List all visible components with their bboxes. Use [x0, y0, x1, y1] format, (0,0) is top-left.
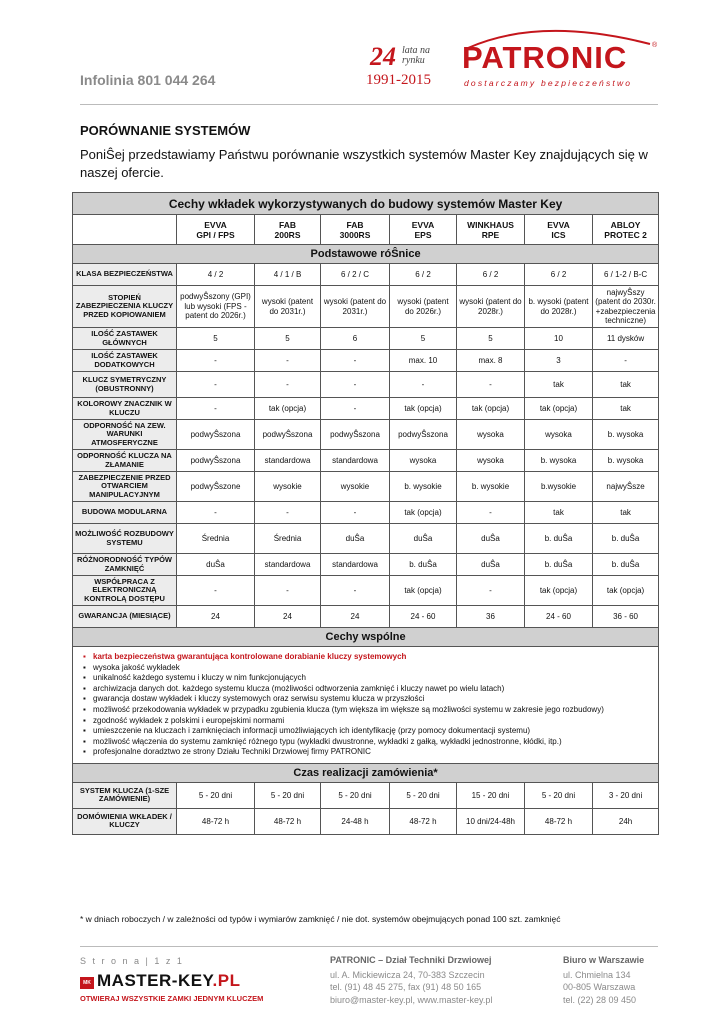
table-row — [73, 372, 659, 398]
common-section-title: Cechy wspólne — [73, 628, 659, 647]
table-row — [73, 350, 659, 372]
row-label: KLUCZ SYMETRYCZNY (OBUSTRONNY) — [73, 372, 177, 398]
table-cell: duŜa — [457, 554, 525, 576]
table-cell: - — [177, 350, 255, 372]
table-cell: 15 - 20 dni — [457, 782, 525, 808]
table-cell: - — [177, 372, 255, 398]
table-cell: tak (opcja) — [525, 398, 593, 420]
table-cell: - — [255, 372, 321, 398]
list-item: ▪ możliwość przekodowania wykładek w przypadku zgubienia klucza (tym większa im większe są możliwości systemu w zakresie jego rozbudowy) — [81, 705, 652, 716]
common-section-row — [73, 628, 659, 647]
table-cell: b. duŜa — [525, 554, 593, 576]
row-label: STOPIEŃ ZABEZPIECZENIA KLUCZY PRZED KOPIOWANIEM — [73, 286, 177, 328]
column-header: EVVA GPI / FPS — [177, 215, 255, 245]
table-cell: tak (opcja) — [593, 576, 659, 606]
page-number: S t r o n a | 1 z 1 — [80, 956, 184, 966]
table-cell: wysokie — [255, 472, 321, 502]
anniversary-years: 1991-2015 — [366, 72, 431, 88]
table-cell: 11 dysków — [593, 328, 659, 350]
row-label: ODPORNOŚĆ NA ZEW. WARUNKI ATMOSFERYCZNE — [73, 420, 177, 450]
row-label: WSPÓŁPRACA Z ELEKTRONICZNĄ KONTROLĄ DOSTĘPU — [73, 576, 177, 606]
table-cell: b. wysokie — [390, 472, 457, 502]
hotline-text: Infolinia 801 044 264 — [80, 72, 216, 88]
table-cell: - — [457, 372, 525, 398]
table-cell: 24-48 h — [321, 808, 390, 834]
table-cell: Średnia — [255, 524, 321, 554]
table-row — [73, 554, 659, 576]
list-item: ▪ unikalność każdego systemu i kluczy w nim funkcjonujących — [81, 673, 652, 684]
table-cell: 48-72 h — [177, 808, 255, 834]
row-label: MOŻLIWOŚĆ ROZBUDOWY SYSTEMU — [73, 524, 177, 554]
table-cell: duŜa — [321, 524, 390, 554]
table-cell: najwyŜsze — [593, 472, 659, 502]
header-divider — [80, 104, 658, 105]
page-header — [0, 0, 725, 110]
basic-section-row — [73, 245, 659, 264]
table-row — [73, 524, 659, 554]
table-cell: - — [457, 576, 525, 606]
row-label: SYSTEM KLUCZA (1-SZE ZAMÓWIENIE) — [73, 782, 177, 808]
table-cell: wysoki (patent do 2031r.) — [321, 286, 390, 328]
table-cell: wysoka — [457, 450, 525, 472]
table-cell: podwyŜszona — [177, 450, 255, 472]
table-cell: Średnia — [177, 524, 255, 554]
table-cell: 36 — [457, 606, 525, 628]
table-cell: - — [593, 350, 659, 372]
table-row — [73, 420, 659, 450]
table-cell: 5 — [177, 328, 255, 350]
table-cell: wysoka — [457, 420, 525, 450]
table-cell: podwyŜszona — [390, 420, 457, 450]
table-main-title: Cechy wkładek wykorzystywanych do budowy systemów Master Key — [73, 193, 659, 215]
table-cell: tak — [593, 372, 659, 398]
table-cell: - — [321, 350, 390, 372]
table-cell: 5 - 20 dni — [255, 782, 321, 808]
anniversary-number: 24 — [370, 42, 396, 71]
footer-contact-warszawa — [563, 954, 644, 1006]
table-cell: 24 — [255, 606, 321, 628]
table-cell: najwyŜszy (patent do 2030r. +zabezpieczenia techniczne) — [593, 286, 659, 328]
common-features-list — [81, 652, 652, 758]
mk-badge-icon: MK — [80, 977, 94, 989]
table-cell: - — [177, 398, 255, 420]
column-header-row — [73, 215, 659, 245]
table-row — [73, 502, 659, 524]
row-label: ILOŚĆ ZASTAWEK GŁÓWNYCH — [73, 328, 177, 350]
table-cell: 48-72 h — [255, 808, 321, 834]
table-row — [73, 450, 659, 472]
brand-logo: PATRONIC — [462, 40, 628, 75]
brand-registered-mark: ® — [652, 42, 658, 49]
table-cell: - — [255, 576, 321, 606]
table-cell: b. wysokie — [457, 472, 525, 502]
table-cell: 3 — [525, 350, 593, 372]
table-cell: - — [255, 350, 321, 372]
table-cell: standardowa — [255, 554, 321, 576]
row-label: BUDOWA MODULARNA — [73, 502, 177, 524]
basic-section-title: Podstawowe róŜnice — [73, 245, 659, 264]
table-cell: 48-72 h — [390, 808, 457, 834]
table-cell: 5 - 20 dni — [390, 782, 457, 808]
footnote: * w dniach roboczych / w zależności od typów i wymiarów zamknięć / nie dot. systemów obejmujących ponad 100 szt. zamknięć — [80, 914, 561, 924]
comparison-table — [72, 192, 659, 835]
table-cell: 10 dni/24-48h — [457, 808, 525, 834]
list-item: ▪ profesjonalne doradztwo ze strony Działu Techniki Drzwiowej firmy PATRONIC — [81, 747, 652, 758]
table-cell: tak (opcja) — [390, 398, 457, 420]
table-cell: 4 / 1 / B — [255, 264, 321, 286]
table-cell: 48-72 h — [525, 808, 593, 834]
table-cell: 4 / 2 — [177, 264, 255, 286]
row-label: ZABEZPIECZENIE PRZED OTWARCIEM MANIPULACYJNYM — [73, 472, 177, 502]
footer-right-line1: ul. Chmielna 134 — [563, 969, 631, 980]
table-cell: 24h — [593, 808, 659, 834]
table-cell: podwyŜszona — [321, 420, 390, 450]
table-cell: - — [321, 576, 390, 606]
table-row — [73, 398, 659, 420]
list-item: ▪ umieszczenie na kluczach i zamknięciach informacji umożliwiających ich identyfikację (przy pomocy dokumentacji systemu) — [81, 726, 652, 737]
anniversary-text: lata na rynku — [402, 45, 431, 66]
table-cell: 3 - 20 dni — [593, 782, 659, 808]
table-cell: 24 — [321, 606, 390, 628]
table-cell: 24 - 60 — [525, 606, 593, 628]
column-header: WINKHAUS RPE — [457, 215, 525, 245]
table-cell: b. wysoka — [593, 420, 659, 450]
table-cell: 36 - 60 — [593, 606, 659, 628]
row-label: KLASA BEZPIECZEŃSTWA — [73, 264, 177, 286]
corner-cell — [73, 215, 177, 245]
table-cell: - — [457, 502, 525, 524]
table-cell: 6 — [321, 328, 390, 350]
table-cell: tak (opcja) — [390, 502, 457, 524]
table-cell: tak — [525, 372, 593, 398]
table-cell: - — [255, 502, 321, 524]
row-label: GWARANCJA (MIESIĄCE) — [73, 606, 177, 628]
table-cell: b. duŜa — [593, 524, 659, 554]
row-label: ILOŚĆ ZASTAWEK DODATKOWYCH — [73, 350, 177, 372]
table-cell: b. duŜa — [525, 524, 593, 554]
table-cell: b.wysokie — [525, 472, 593, 502]
table-cell: wysokie — [321, 472, 390, 502]
table-cell: - — [390, 372, 457, 398]
table-cell: tak (opcja) — [255, 398, 321, 420]
table-cell: duŜa — [177, 554, 255, 576]
row-label: KOLOROWY ZNACZNIK W KLUCZU — [73, 398, 177, 420]
table-title-row — [73, 193, 659, 215]
footer-right-head: Biuro w Warszawie — [563, 955, 645, 965]
table-cell: wysoka — [525, 420, 593, 450]
table-cell: duŜa — [390, 524, 457, 554]
column-header: FAB 3000RS — [321, 215, 390, 245]
table-cell: podwyŜszona — [177, 420, 255, 450]
table-cell: tak (opcja) — [390, 576, 457, 606]
table-cell: tak (opcja) — [525, 576, 593, 606]
table-cell: tak — [593, 502, 659, 524]
footer-mid-line2: tel. (91) 48 45 275, fax (91) 48 50 165 — [330, 982, 482, 992]
table-cell: 24 — [177, 606, 255, 628]
table-cell: 6 / 2 / C — [321, 264, 390, 286]
table-cell: - — [321, 398, 390, 420]
table-row — [73, 782, 659, 808]
table-cell: - — [177, 576, 255, 606]
table-cell: 24 - 60 — [390, 606, 457, 628]
brand-tagline: dostarczamy bezpieczeństwo — [464, 78, 633, 88]
table-cell: 5 — [457, 328, 525, 350]
table-row — [73, 606, 659, 628]
master-key-wordmark: MASTER-KEY.PL — [97, 971, 241, 990]
table-cell: podwyŜszona — [255, 420, 321, 450]
common-features-cell — [73, 647, 659, 764]
column-header: EVVA ICS — [525, 215, 593, 245]
table-cell: 6 / 1-2 / B-C — [593, 264, 659, 286]
row-label: ODPORNOŚĆ KLUCZA NA ZŁAMANIE — [73, 450, 177, 472]
table-row — [73, 472, 659, 502]
column-header: EVVA EPS — [390, 215, 457, 245]
intro-paragraph: PoniŜej przedstawiamy Państwu porównanie wszystkich systemów Master Key znajdujących się w naszej ofercie. — [80, 147, 648, 180]
master-key-slogan: OTWIERAJ WSZYSTKIE ZAMKI JEDNYM KLUCZEM — [80, 994, 264, 1003]
timing-section-row — [73, 763, 659, 782]
table-row — [73, 808, 659, 834]
table-row — [73, 328, 659, 350]
table-cell: 6 / 2 — [525, 264, 593, 286]
table-cell: 6 / 2 — [457, 264, 525, 286]
table-row — [73, 576, 659, 606]
table-cell: b. duŜa — [390, 554, 457, 576]
anniversary-logo — [364, 42, 456, 88]
table-cell: b. duŜa — [593, 554, 659, 576]
table-cell: max. 8 — [457, 350, 525, 372]
table-cell: b. wysoka — [593, 450, 659, 472]
table-cell: 5 - 20 dni — [525, 782, 593, 808]
table-cell: - — [321, 502, 390, 524]
footer-divider — [80, 946, 658, 947]
table-cell: podwyŜszony (GPI) lub wysoki (FPS - patent do 2026r.) — [177, 286, 255, 328]
list-item: ▪ wysoka jakość wykładek — [81, 663, 652, 674]
table-cell: 10 — [525, 328, 593, 350]
table-cell: standardowa — [255, 450, 321, 472]
row-label: DOMÓWIENIA WKŁADEK / KLUCZY — [73, 808, 177, 834]
column-header: ABLOY PROTEC 2 — [593, 215, 659, 245]
row-label: RÓŻNORODNOŚĆ TYPÓW ZAMKNIĘĆ — [73, 554, 177, 576]
column-header: FAB 200RS — [255, 215, 321, 245]
list-item: ▪ karta bezpieczeństwa gwarantująca kontrolowane dorabianie kluczy systemowych — [81, 652, 652, 663]
table-row — [73, 264, 659, 286]
table-cell: 6 / 2 — [390, 264, 457, 286]
list-item: ▪ gwarancja dostaw wykładek i kluczy systemowych oraz serwisu systemu klucza w przyszłości — [81, 694, 652, 705]
table-cell: wysoki (patent do 2028r.) — [457, 286, 525, 328]
footer-contact-szczecin — [330, 954, 492, 1006]
table-cell: b. wysoki (patent do 2028r.) — [525, 286, 593, 328]
table-cell: duŜa — [457, 524, 525, 554]
table-cell: standardowa — [321, 450, 390, 472]
table-cell: 5 - 20 dni — [177, 782, 255, 808]
table-cell: - — [177, 502, 255, 524]
footer-right-line3: tel. (22) 28 09 450 — [563, 994, 637, 1005]
list-item: ▪ archiwizacja danych dot. każdego systemu klucza (możliwości odtworzenia zamknięć i kluczy nawet po wielu latach) — [81, 684, 652, 695]
timing-section-title: Czas realizacji zamówienia* — [73, 763, 659, 782]
table-cell: b. wysoka — [525, 450, 593, 472]
footer-mid-line3[interactable]: biuro@master-key.pl, www.master-key.pl — [330, 994, 493, 1005]
table-cell: wysoki (patent do 2026r.) — [390, 286, 457, 328]
page-title: PORÓWNANIE SYSTEMÓW — [80, 123, 251, 138]
table-cell: tak — [525, 502, 593, 524]
table-cell: 5 — [255, 328, 321, 350]
table-row — [73, 286, 659, 328]
list-item: ▪ możliwość włączenia do systemu zamknięć różnego typu (wykładki dwustronne, wykładki z gałką, wykładki jednostronne, kłódki, itp.) — [81, 737, 652, 748]
table-cell: wysoka — [390, 450, 457, 472]
table-cell: tak (opcja) — [457, 398, 525, 420]
table-cell: max. 10 — [390, 350, 457, 372]
table-cell: wysoki (patent do 2031r.) — [255, 286, 321, 328]
footer-right-line2: 00-805 Warszawa — [563, 982, 636, 992]
table-cell: tak — [593, 398, 659, 420]
table-cell: - — [321, 372, 390, 398]
footer-mid-line1: ul. A. Mickiewicza 24, 70-383 Szczecin — [330, 969, 485, 980]
common-features-row — [73, 647, 659, 764]
table-cell: 5 — [390, 328, 457, 350]
footer-mid-head: PATRONIC – Dział Techniki Drzwiowej — [330, 955, 492, 965]
table-cell: standardowa — [321, 554, 390, 576]
list-item: ▪ zgodność wykładek z polskimi i europejskimi normami — [81, 716, 652, 727]
table-cell: podwyŜszone — [177, 472, 255, 502]
table-cell: 5 - 20 dni — [321, 782, 390, 808]
master-key-logo[interactable] — [80, 971, 290, 1014]
